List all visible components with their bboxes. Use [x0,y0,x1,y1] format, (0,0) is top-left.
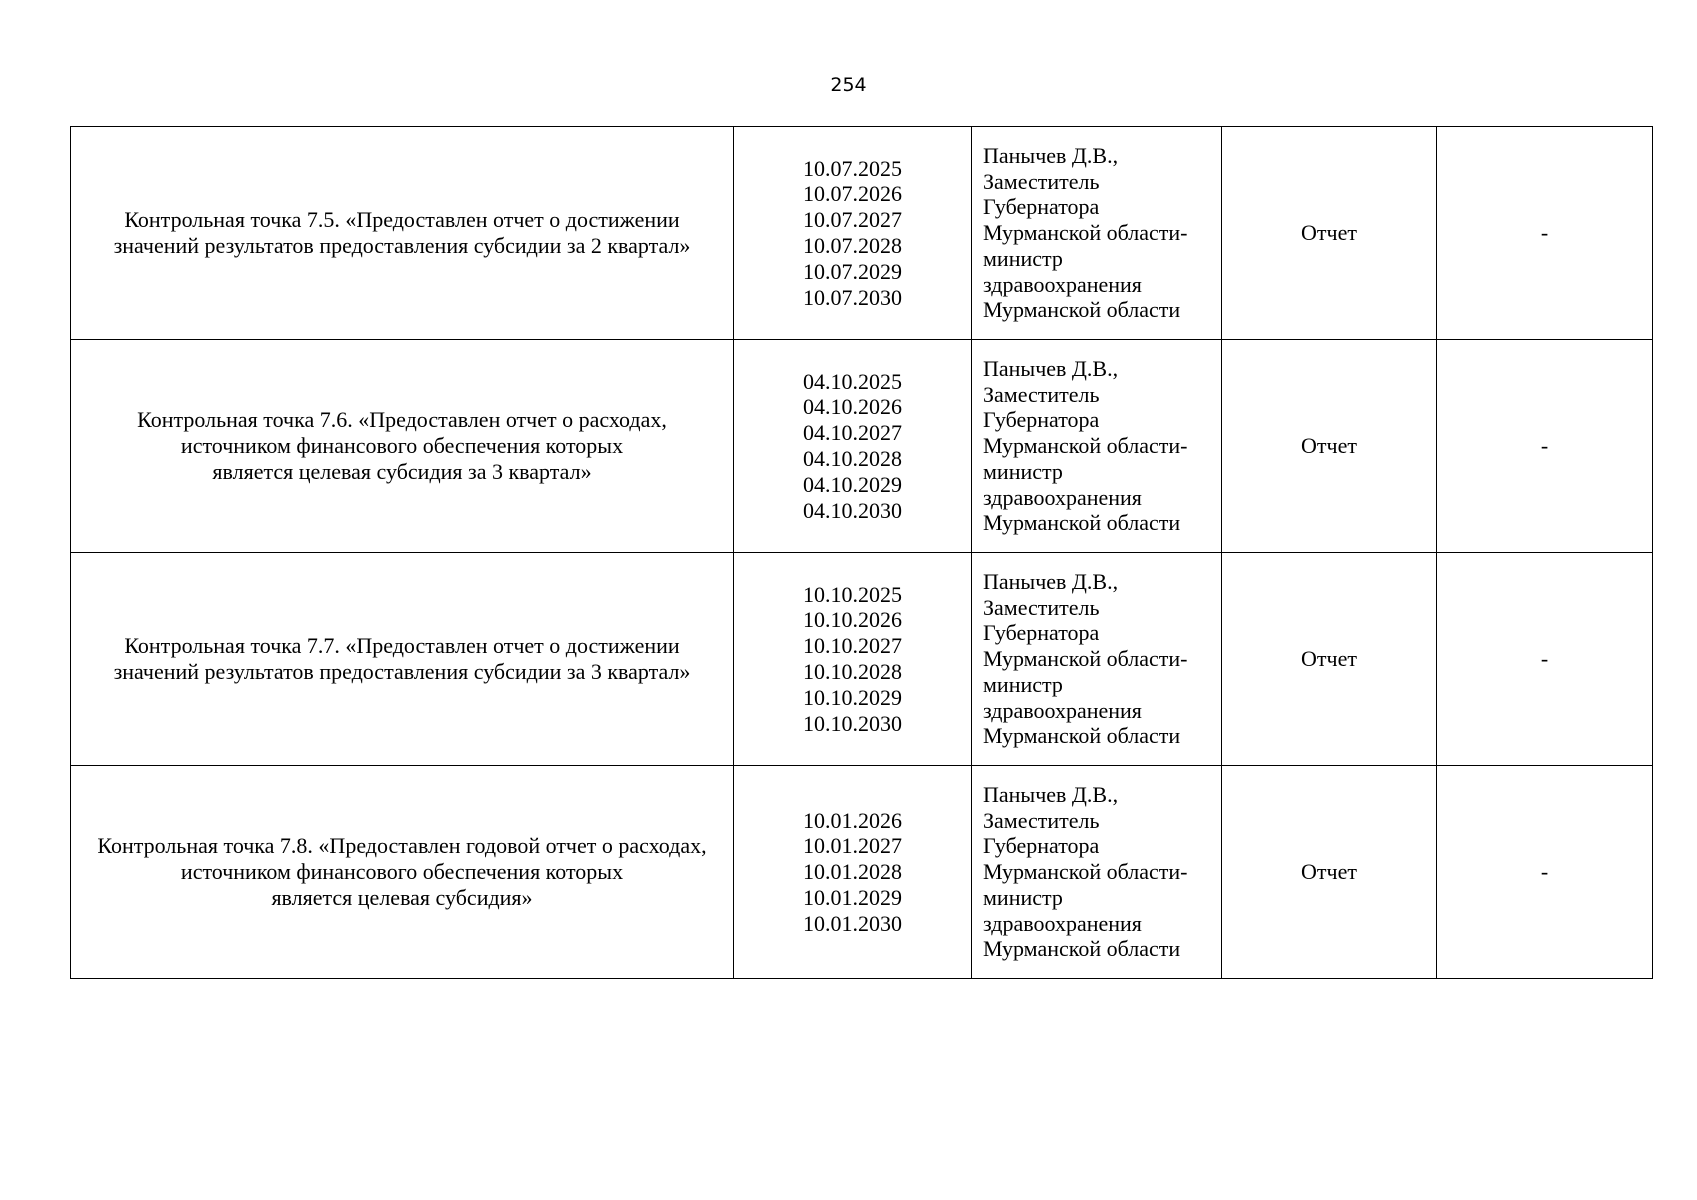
control-point-name-line: является целевая субсидия за 3 квартал» [212,458,592,484]
table-row [71,766,1653,979]
responsible-line: здравоохранения [983,910,1142,936]
responsible-cell [972,553,1222,766]
control-point-name-cell [71,553,734,766]
date-value: 10.01.2026 [803,807,902,833]
date-value: 10.10.2028 [803,659,902,684]
control-points-table [70,126,1653,979]
dates-cell [734,553,972,766]
date-value: 10.10.2025 [803,581,902,607]
date-value: 04.10.2027 [803,420,902,446]
control-point-name-cell [71,127,734,340]
date-value: 10.07.2030 [803,284,902,310]
responsible-line: здравоохранения [983,484,1142,510]
responsible-line: Мурманской области [983,510,1181,536]
responsible-line: Панычев Д.В., [983,142,1119,168]
dates-cell [734,340,972,553]
responsible-text [972,782,1221,963]
responsible-cell [972,127,1222,340]
date-value: 04.10.2025 [803,368,902,394]
responsible-line: министр [983,245,1063,271]
control-point-name-line: Контрольная точка 7.6. «Предоставлен отчет о расходах, [137,407,667,433]
control-point-name-line: значений результатов предоставления субсидии за 2 квартал» [113,233,691,258]
responsible-text [972,143,1221,324]
note-cell: - [1437,127,1653,340]
document-type-cell: Отчет [1222,766,1437,979]
responsible-cell [972,340,1222,553]
responsible-line: Мурманской области- [983,433,1188,459]
responsible-line: Губернатора [983,407,1100,433]
date-value: 04.10.2026 [803,394,902,420]
date-value: 04.10.2029 [803,471,902,497]
control-point-name-line: источником финансового обеспечения которых [180,433,624,459]
responsible-line: Панычев Д.В., [983,781,1119,807]
note-cell: - [1437,340,1653,553]
responsible-line: Панычев Д.В., [983,355,1119,381]
control-point-name-line: Контрольная точка 7.5. «Предоставлен отчет о достижении [124,207,680,233]
responsible-line: Мурманской области- [983,646,1188,672]
control-point-name-line: является целевая субсидия» [271,884,533,910]
date-value: 10.07.2028 [803,233,902,258]
date-value: 10.10.2029 [803,684,902,710]
control-point-name-line: источником финансового обеспечения которых [180,859,624,885]
responsible-line: министр [983,884,1063,910]
responsible-line: Губернатора [983,620,1100,646]
responsible-line: здравоохранения [983,697,1142,723]
responsible-line: Мурманской области- [983,220,1188,246]
document-type-cell: Отчет [1222,127,1437,340]
responsible-line: министр [983,671,1063,697]
responsible-line: здравоохранения [983,271,1142,297]
responsible-line: Заместитель [983,807,1100,833]
table-body [71,127,1653,979]
document-type-cell: Отчет [1222,553,1437,766]
responsible-line: Заместитель [983,594,1100,620]
dates-cell [734,766,972,979]
date-value: 10.01.2029 [803,884,902,910]
responsible-line: Заместитель [983,168,1100,194]
control-point-name-cell [71,340,734,553]
note-cell: - [1437,553,1653,766]
responsible-text [972,356,1221,537]
page-number: 254 [830,74,867,96]
table-row [71,340,1653,553]
date-value: 10.07.2027 [803,207,902,233]
responsible-text [972,569,1221,750]
control-point-name-line: Контрольная точка 7.8. «Предоставлен годовой отчет о расходах, [97,833,707,859]
responsible-line: Мурманской области- [983,859,1188,885]
date-value: 04.10.2030 [803,497,902,523]
responsible-line: министр [983,458,1063,484]
responsible-line: Губернатора [983,833,1100,859]
date-value: 04.10.2028 [803,446,902,471]
responsible-line: Мурманской области [983,936,1181,962]
control-point-name-cell [71,766,734,979]
note-cell: - [1437,766,1653,979]
date-value: 10.01.2028 [803,859,902,885]
responsible-line: Панычев Д.В., [983,568,1119,594]
control-point-name-line: Контрольная точка 7.7. «Предоставлен отчет о достижении [124,633,680,659]
date-value: 10.01.2027 [803,833,902,859]
responsible-line: Губернатора [983,194,1100,220]
date-value: 10.07.2026 [803,181,902,207]
responsible-cell [972,766,1222,979]
table-row [71,127,1653,340]
date-value: 10.07.2029 [803,258,902,284]
date-value: 10.10.2026 [803,607,902,633]
responsible-line: Мурманской области [983,297,1181,323]
dates-cell [734,127,972,340]
responsible-line: Мурманской области [983,723,1181,749]
date-value: 10.10.2027 [803,633,902,659]
control-point-name-line: значений результатов предоставления субсидии за 3 квартал» [113,659,691,684]
date-value: 10.07.2025 [803,155,902,181]
date-value: 10.01.2030 [803,910,902,936]
responsible-line: Заместитель [983,381,1100,407]
document-type-cell: Отчет [1222,340,1437,553]
date-value: 10.10.2030 [803,710,902,736]
table-row [71,553,1653,766]
